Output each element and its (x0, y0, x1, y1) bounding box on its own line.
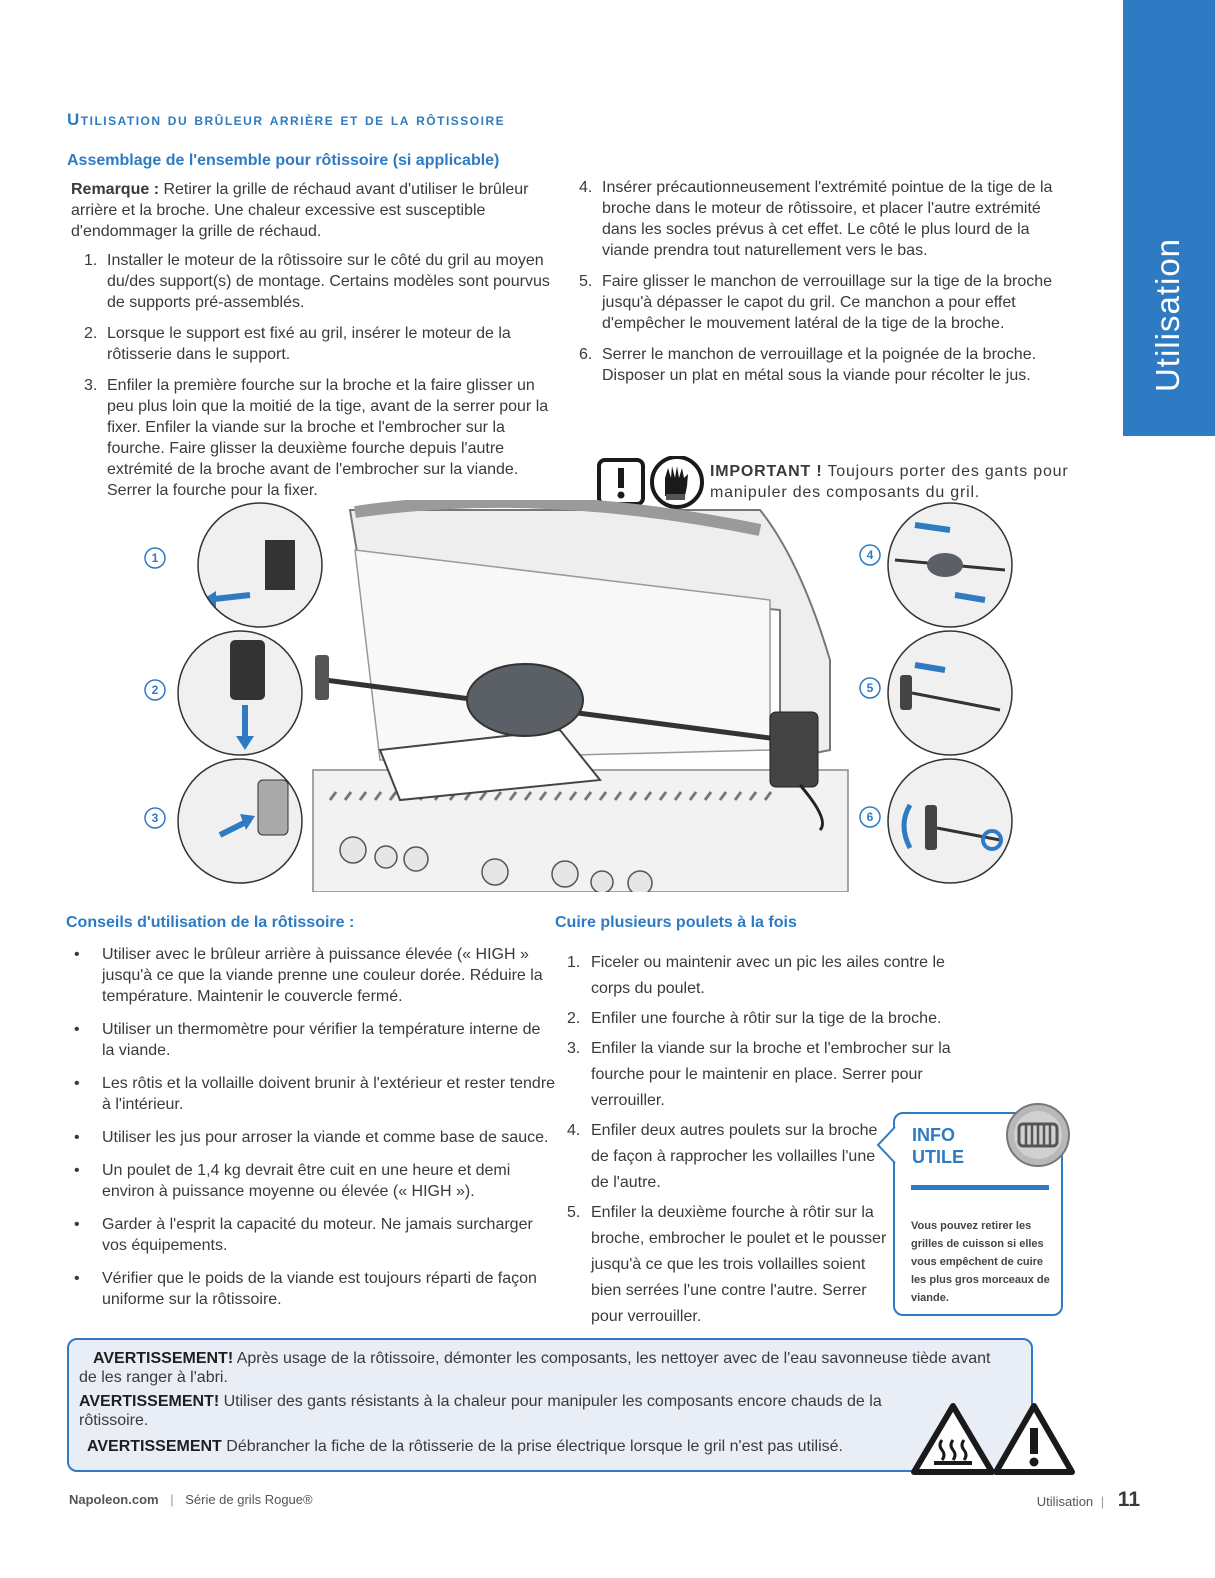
footer-series: Série de grils Rogue® (185, 1492, 313, 1507)
list-item: • Utiliser les jus pour arroser la viande et comme base de sauce. (74, 1129, 549, 1146)
important-text (710, 461, 1090, 503)
section-tab-label: Utilisation (1149, 237, 1186, 393)
warning-triangle-icon (996, 1406, 1072, 1472)
page-title: Utilisation du brûleur arrière et de la rôtissoire (67, 110, 506, 129)
assembly-heading: Assemblage de l'ensemble pour rôtissoire (si applicable) (67, 152, 500, 169)
callout-4: 4 (866, 548, 874, 562)
callout-3: 3 (151, 811, 159, 825)
list-item: 4. Enfiler deux autres poulets sur la broche de façon à rapprocher les vollailles l'une de l'autre. (567, 1122, 878, 1191)
hot-surface-icon (914, 1406, 992, 1472)
callout-6: 6 (866, 810, 874, 824)
list-item: 5. Enfiler la deuxième fourche à rôtir sur la broche, embrocher le poulet et le pousser jusqu'à ce que les trois vollailles soient bien serrées l'une contre l'autre. Serrer pour verrouiller. (567, 1204, 887, 1325)
list-item: 6. Serrer le manchon de verrouillage et la poignée de la broche. Disposer un plat en métal sous la viande pour récolter le jus. (579, 346, 1037, 384)
callout-1: 1 (151, 551, 159, 565)
list-item: 1. Ficeler ou maintenir avec un pic les ailes contre le corps du poulet. (567, 954, 945, 997)
callout-2: 2 (151, 683, 159, 697)
info-box (893, 1112, 1063, 1316)
footer-left: Napoleon.com | Série de grils Rogue® (69, 1492, 313, 1507)
list-item: • Garder à l'esprit la capacité du moteur. Ne jamais surcharger vos équipements. (74, 1216, 533, 1254)
list-item: • Un poulet de 1,4 kg devrait être cuit en une heure et demi environ à puissance moyenne ou élevée (« HIGH »). (74, 1162, 511, 1200)
detail-3 (175, 758, 305, 888)
warning-2: AVERTISSEMENT! Utiliser des gants résistants à la chaleur pour manipuler les composants encore chauds de la rôtissoire. (79, 1393, 882, 1429)
step-text: Lorsque le support est fixé au gril, insérer le moteur de la rôtisserie dans le support. (107, 325, 511, 363)
page-number: 11 (1117, 1488, 1140, 1511)
step-text: Faire glisser le manchon de verrouillage sur la tige de la broche jusqu'à dépasser le capot du gril. Ce manchon a pour effet d'empêcher le mouvement latéral de la tige de la broche. (602, 273, 1053, 332)
list-item: 2. Lorsque le support est fixé au gril, insérer le moteur de la rôtisserie dans le support. (84, 325, 511, 363)
list-item: • Utiliser un thermomètre pour vérifier la température interne de la viande. (74, 1021, 541, 1059)
list-item: 3. Enfiler la première fourche sur la broche et la faire glisser un peu plus loin que la moitié de la tige, avant de la serrer pour la fixer. Enfiler la viande sur la broche et l'embrocher sur la fourche. Faire glisser la deuxième fourche depuis l'autre extrémité de la broche avant de l'embrocher sur la viande. Serrer la fourche pour la fixer. (84, 377, 549, 499)
warning-icons (908, 1400, 1078, 1478)
detail-5 (885, 630, 1015, 760)
important-label: IMPORTANT ! (710, 463, 823, 480)
assembly-steps-left (70, 250, 560, 511)
note-label: Remarque : (71, 181, 160, 198)
detail-2 (175, 630, 305, 760)
step-text: Enfiler la première fourche sur la broche et la faire glisser un peu plus loin que la moitié de la tige, avant de la serrer pour la fixer. Enfiler la viande sur la broche et l'embrocher sur la fourche. Faire glisser la deuxième fourche depuis l'autre extrémité de la broche avant de l'embrocher sur la viande. Serrer la fourche pour la fixer. (107, 377, 549, 499)
info-pointer (876, 1125, 896, 1165)
callout-5: 5 (866, 681, 874, 695)
list-item: 2. Enfiler une fourche à rôtir sur la tige de la broche. (567, 1010, 942, 1027)
detail-4 (885, 500, 1015, 630)
exclamation-icon (599, 460, 643, 504)
detail-6 (885, 758, 1015, 888)
assembly-steps-right (565, 177, 1065, 396)
footer-section: Utilisation (1036, 1494, 1094, 1509)
list-item: • Les rôtis et la vollaille doivent brunir à l'extérieur et rester tendre à l'intérieur. (74, 1075, 556, 1113)
list-item: • Utiliser avec le brûleur arrière à puissance élevée (« HIGH » jusqu'à ce que la viande prenne une couleur dorée. Réduire la température. Maintenir le couvercle fermé. (74, 946, 543, 1005)
tips-list (66, 944, 556, 1322)
list-item: 1. Installer le moteur de la rôtissoire sur le côté du gril au moyen du/des support(s) de montage. Certains modèles sont pourvus de supports pré-assemblés. (84, 252, 550, 311)
footer-right: Utilisation | 11 (1036, 1488, 1140, 1511)
important-body: Toujours porter des gants pour manipuler des composants du gril. (710, 463, 1069, 501)
step-text: Installer le moteur de la rôtissoire sur le côté du gril au moyen du/des support(s) de montage. Certains modèles sont pourvus de supports pré-assemblés. (107, 252, 550, 311)
warning-box (67, 1338, 1033, 1472)
step-text: Serrer le manchon de verrouillage et la poignée de la broche. Disposer un plat en métal sous la viande pour récolter le jus. (602, 346, 1037, 384)
tips-heading: Conseils d'utilisation de la rôtissoire : (66, 914, 355, 931)
info-text: Vous pouvez retirer les grilles de cuisson si elles vous empêchent de cuire les plus gros morceaux de viande. (911, 1220, 1050, 1304)
grill-drawing (313, 502, 848, 892)
warning-3: AVERTISSEMENT Débrancher la fiche de la rôtisserie de la prise électrique lorsque le gril n'est pas utilisé. (87, 1438, 843, 1455)
list-item: 4. Insérer précautionneusement l'extrémité pointue de la tige de la broche dans le moteur de rôtissoire, et placer l'autre extrémité dans les socles prévus à cet effet. Le côté le plus lourd de la viande prendra tout naturellement vers le bas. (579, 179, 1053, 259)
detail-1 (195, 500, 325, 630)
list-item: 5. Faire glisser le manchon de verrouillage sur la tige de la broche jusqu'à dépasser le capot du gril. Ce manchon a pour effet d'empêcher le mouvement latéral de la tige de la broche. (579, 273, 1053, 332)
step-text: Insérer précautionneusement l'extrémité pointue de la tige de la broche dans le moteur de rôtissoire, et placer l'autre extrémité dans les socles prévus à cet effet. Le côté le plus lourd de la viande prendra tout naturellement vers le bas. (602, 179, 1053, 259)
list-item: 3. Enfiler la viande sur la broche et l'embrocher sur la fourche pour le maintenir en place. Serrer pour verrouiller. (567, 1040, 951, 1109)
note-text: Retirer la grille de réchaud avant d'utiliser le brûleur arrière et la broche. Une chaleur excessive est susceptible d'endommager la grille de réchaud. (71, 181, 529, 240)
grill-grate-icon (1005, 1102, 1071, 1168)
info-divider (911, 1185, 1049, 1190)
footer-site: Napoleon.com (69, 1492, 159, 1507)
warning-1: AVERTISSEMENT! Après usage de la rôtissoire, démonter les composants, les nettoyer avec de l'eau savonneuse tiède avant de les ranger à l'abri. (79, 1350, 991, 1386)
chickens-heading: Cuire plusieurs poulets à la fois (555, 914, 797, 931)
rotisserie-illustration (140, 500, 1070, 892)
assembly-note (71, 179, 541, 242)
list-item: • Vérifier que le poids de la viande est toujours réparti de façon uniforme sur la rôtissoire. (74, 1270, 537, 1308)
info-title: INFO UTILE (912, 1125, 964, 1167)
